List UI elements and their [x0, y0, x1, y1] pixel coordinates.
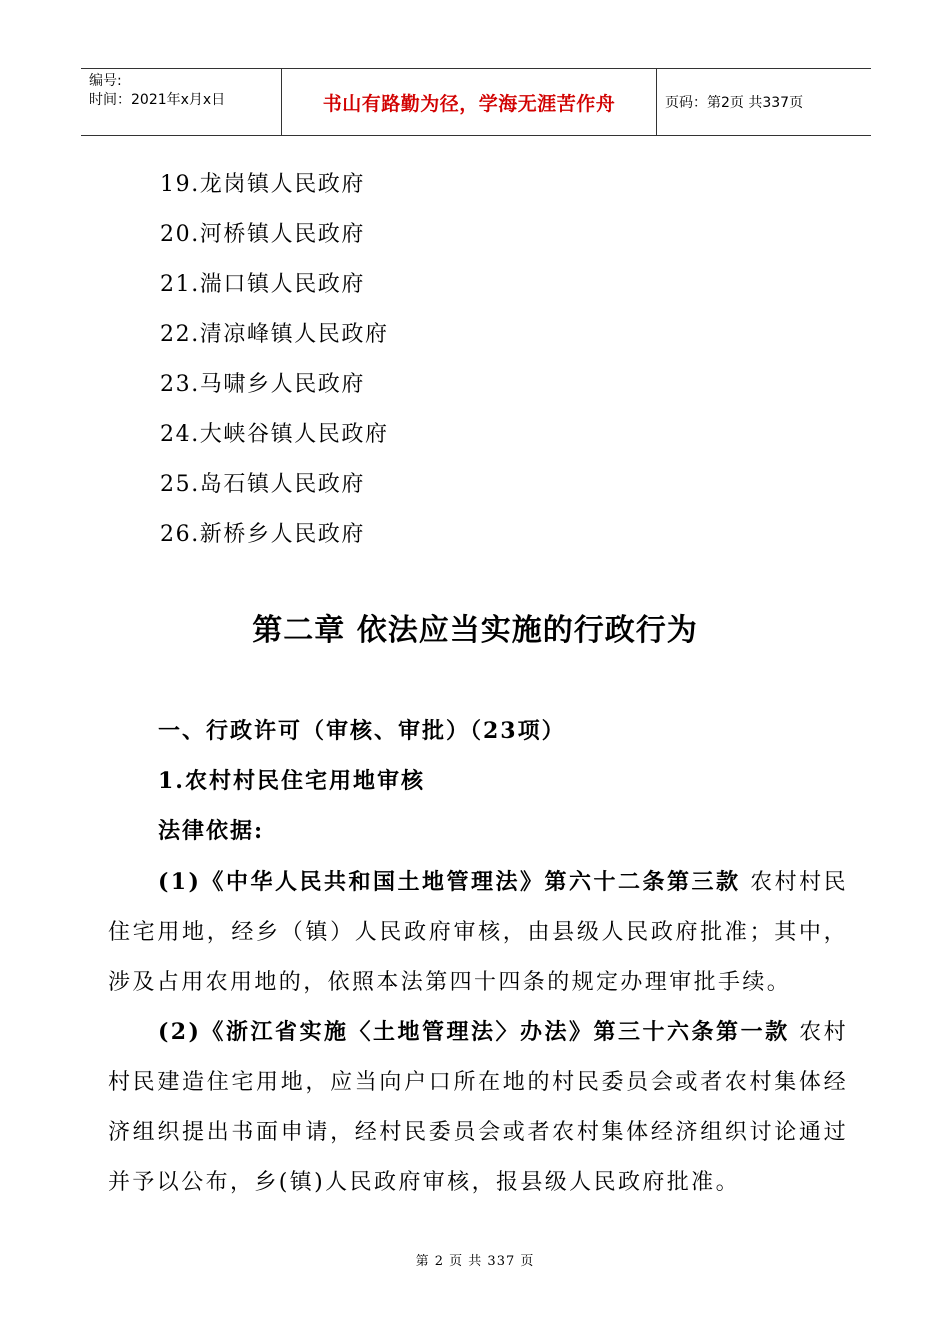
page-header — [81, 68, 871, 136]
law-paragraph — [108, 1007, 848, 1208]
section-title: 一、行政许可（审核、审批）（23项） — [158, 718, 566, 744]
law-text: 农村村民建造住宅用地，应当向户口所在地的村民委员会或者农村集体经济组织提出书面申请，经村民委员会或者农村集体经济组织讨论通过并予以公布，乡(镇)人民政府审核，报县级人民政府批准。 — [108, 1020, 848, 1195]
header-motto: 书山有路勤为径，学海无涯苦作舟 — [322, 92, 616, 115]
header-divider — [656, 69, 657, 135]
document-time-label: 时间：2021年x月x日 — [89, 92, 226, 108]
header-meta — [81, 69, 281, 135]
list-item: 22.清凉峰镇人民政府 — [160, 322, 389, 347]
list-item: 19.龙岗镇人民政府 — [160, 172, 365, 197]
header-page-info: 页码：第2页 共337页 — [665, 95, 804, 111]
law-paragraph — [108, 857, 848, 1008]
list-item: 21.湍口镇人民政府 — [160, 272, 365, 297]
list-item: 25.岛石镇人民政府 — [160, 472, 365, 497]
government-list — [160, 166, 389, 566]
law-citation: (2)《浙江省实施〈土地管理法〉办法》第三十六条第一款 — [158, 1019, 790, 1045]
law-text: 农村村民住宅用地，经乡（镇）人民政府审核，由县级人民政府批准；其中，涉及占用农用地的，依照本法第四十四条的规定办理审批手续。 — [108, 870, 848, 995]
page-footer: 第 2 页 共 337 页 — [415, 1254, 535, 1269]
chapter-title: 第二章 依法应当实施的行政行为 — [252, 613, 698, 648]
basis-label: 法律依据: — [158, 818, 265, 844]
list-item: 23.马啸乡人民政府 — [160, 372, 365, 397]
list-item: 20.河桥镇人民政府 — [160, 222, 365, 247]
document-number-label: 编号: — [89, 73, 122, 89]
law-citation: (1)《中华人民共和国土地管理法》第六十二条第三款 — [158, 869, 741, 895]
list-item: 26.新桥乡人民政府 — [160, 522, 365, 547]
item-title: 1.农村村民住宅用地审核 — [158, 768, 425, 794]
list-item: 24.大峡谷镇人民政府 — [160, 422, 389, 447]
